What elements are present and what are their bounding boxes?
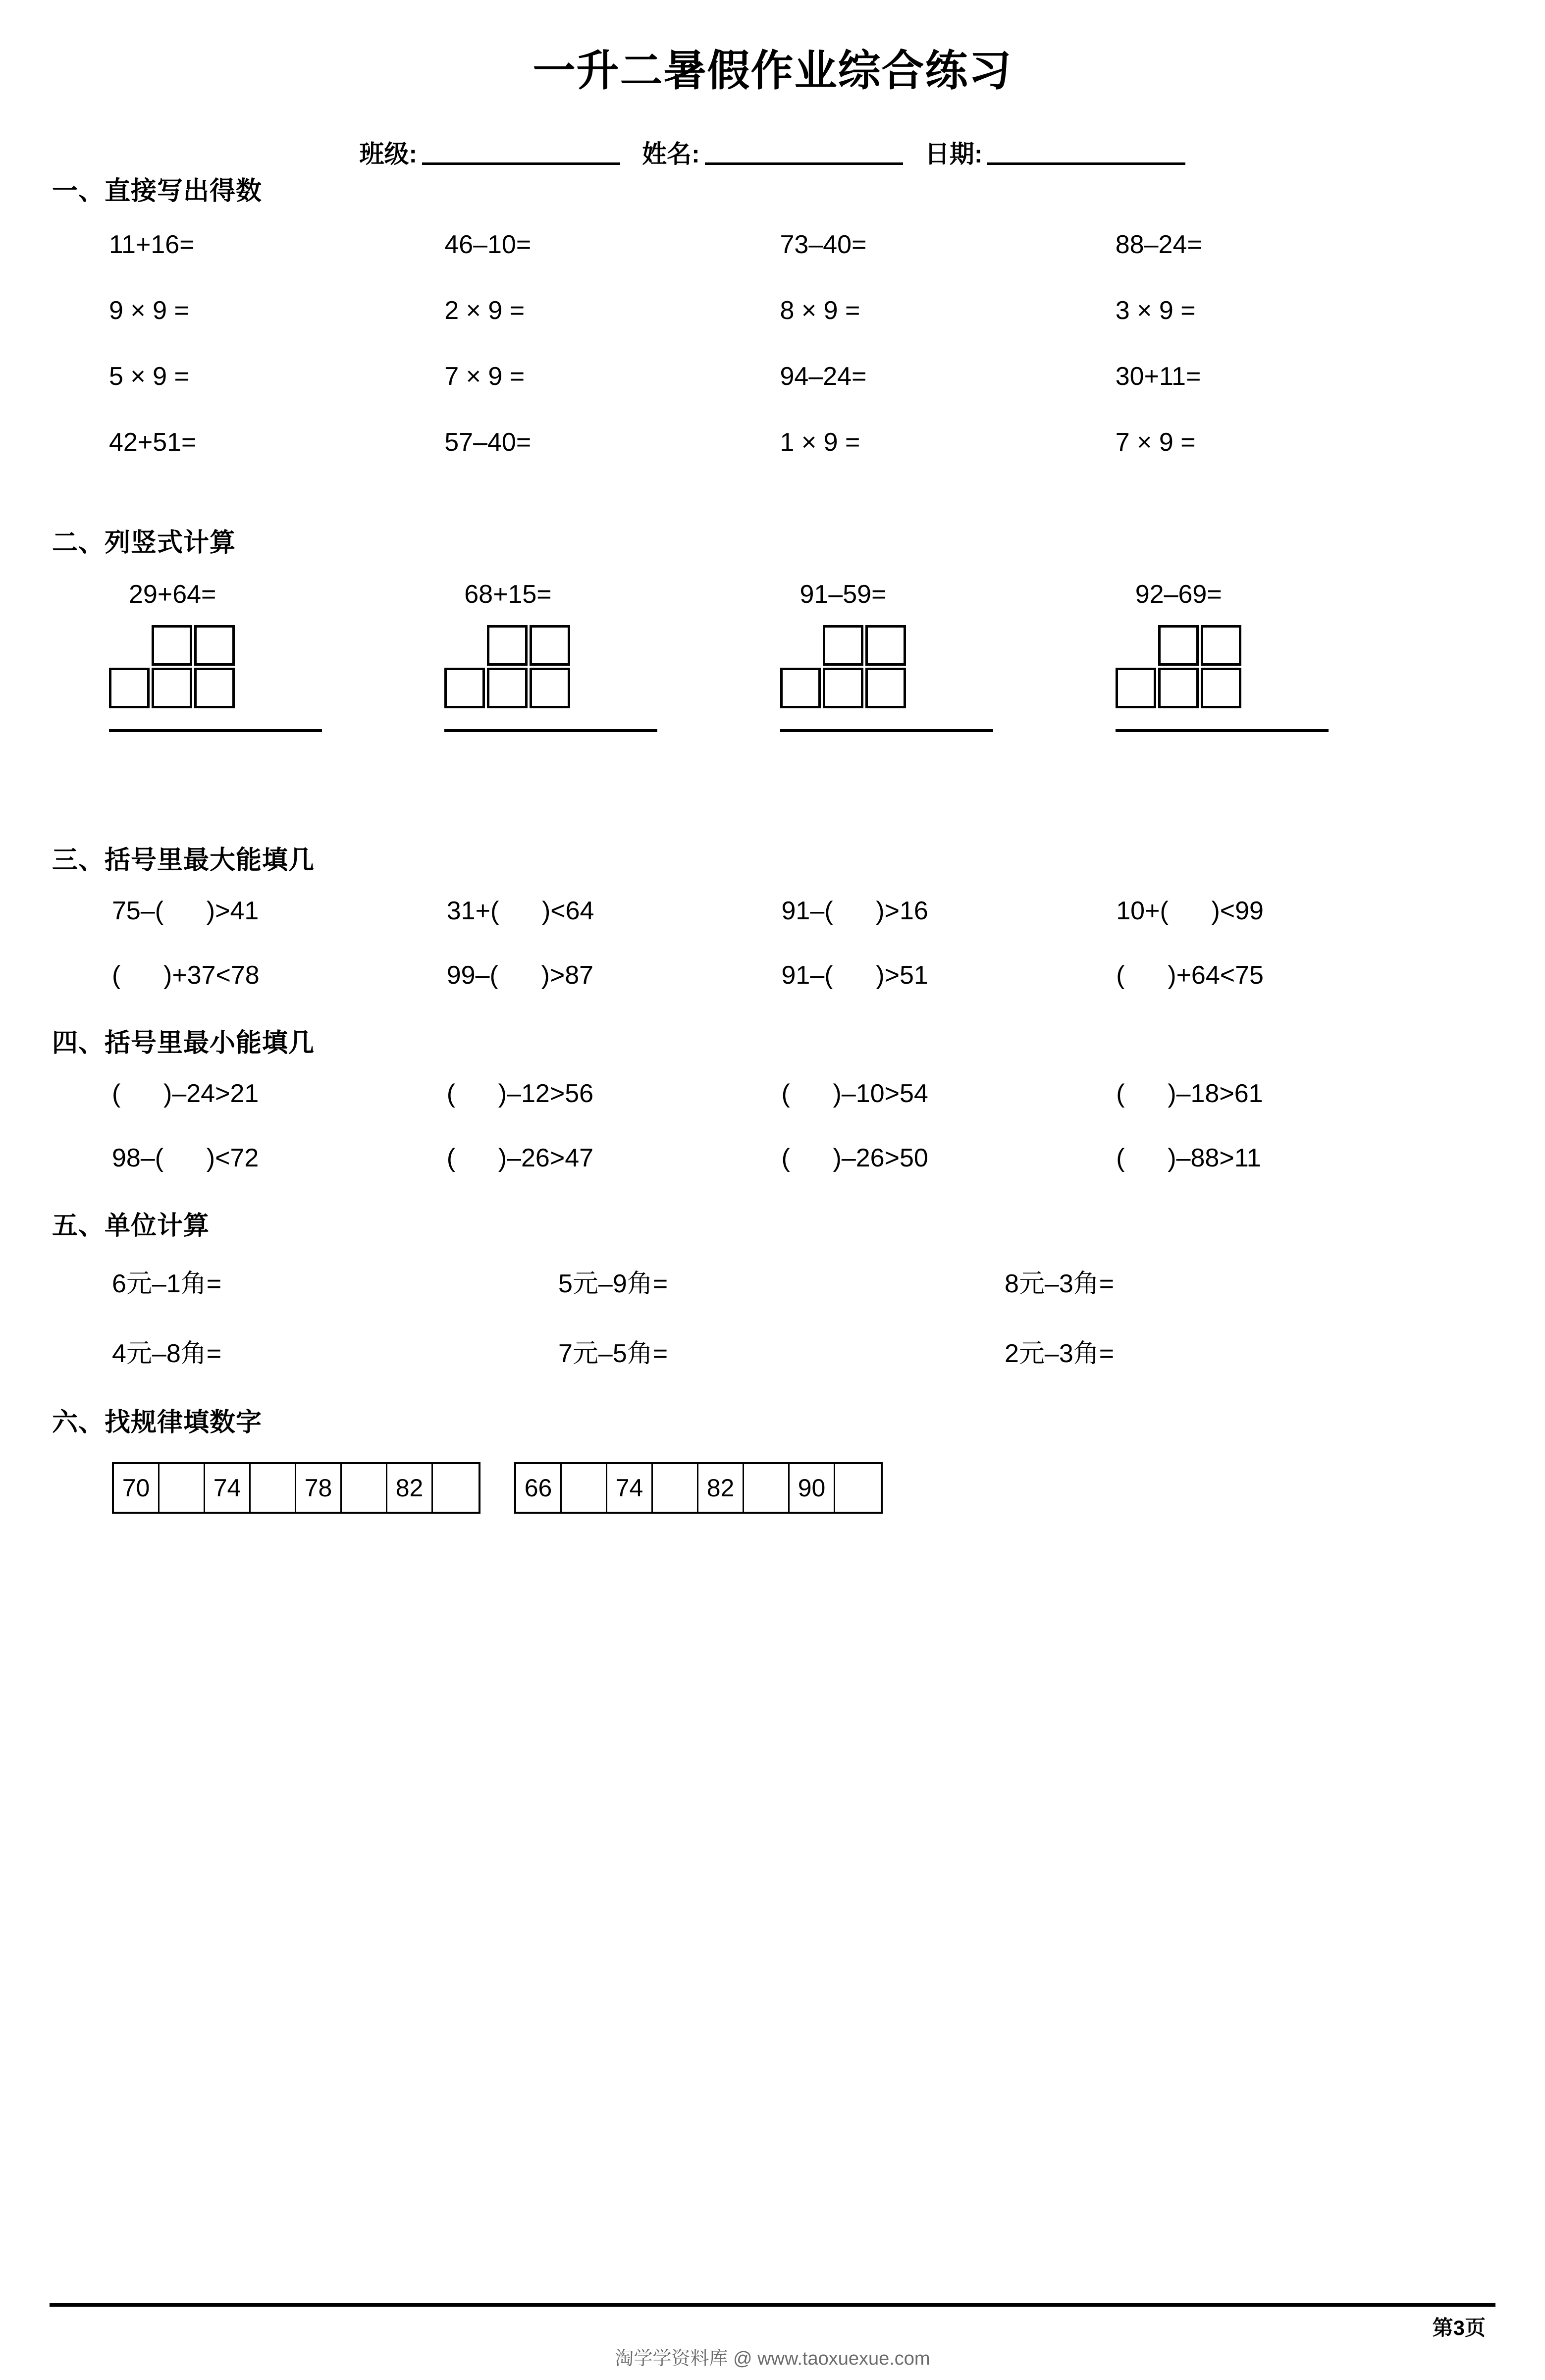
oral-item: 42+51= (109, 427, 197, 457)
bracket-item: ( )+64<75 (1116, 960, 1264, 990)
unit-item: 4元–8角= (112, 1339, 222, 1368)
box-row-bottom (444, 668, 692, 708)
name-blank-rule[interactable] (705, 162, 903, 165)
section-3-heading: 三、括号里最大能填几 (52, 846, 315, 875)
date-blank-rule[interactable] (987, 162, 1185, 165)
pattern-cell[interactable]: 78 (296, 1464, 342, 1512)
pattern-cell[interactable] (433, 1464, 479, 1512)
pattern-cell[interactable]: 82 (387, 1464, 433, 1512)
box-row-top (823, 625, 1028, 666)
box-row-bottom (109, 668, 357, 708)
oral-item: 5 × 9 = (109, 362, 189, 391)
oral-item: 73–40= (780, 230, 867, 259)
pattern-cell[interactable]: 74 (607, 1464, 653, 1512)
answer-box[interactable] (1201, 668, 1241, 708)
bracket-item: ( )–18>61 (1116, 1079, 1263, 1108)
section-1-heading: 一、直接写出得数 (52, 176, 263, 206)
bracket-item: ( )–88>11 (1116, 1143, 1261, 1172)
oral-item: 7 × 9 = (1115, 427, 1196, 457)
answer-box[interactable] (780, 668, 821, 708)
pattern-cell[interactable] (160, 1464, 205, 1512)
section-max-bracket (52, 839, 1451, 990)
vertical-answer-rule (780, 729, 993, 732)
max-bracket-row-1 (94, 896, 1451, 926)
oral-item: 8 × 9 = (780, 296, 860, 325)
pattern-cell[interactable] (562, 1464, 607, 1512)
bracket-item: 75–( )>41 (112, 896, 259, 925)
answer-box[interactable] (487, 668, 528, 708)
vertical-answer-rule (109, 729, 322, 732)
date-label: 日期: (924, 140, 983, 168)
max-bracket-row-2 (94, 960, 1451, 990)
unit-item: 2元–3角= (1005, 1339, 1115, 1368)
oral-item: 46–10= (444, 230, 532, 259)
bracket-item: 10+( )<99 (1116, 896, 1264, 925)
bracket-item: ( )–26>47 (446, 1143, 594, 1172)
box-row-top (152, 625, 357, 666)
bracket-item: ( )–24>21 (112, 1079, 259, 1108)
class-field (360, 134, 642, 170)
pattern-cell[interactable]: 90 (790, 1464, 835, 1512)
answer-box[interactable] (444, 668, 485, 708)
section-5-heading: 五、单位计算 (52, 1211, 210, 1240)
section-vertical-calculation (52, 522, 1451, 732)
answer-box[interactable] (109, 668, 150, 708)
unit-item: 5元–9角= (558, 1269, 668, 1298)
vertical-expression: 29+64= (129, 580, 216, 609)
answer-box[interactable] (1201, 625, 1241, 666)
bracket-item: ( )+37<78 (112, 960, 260, 990)
box-row-bottom (1116, 668, 1363, 708)
oral-item: 3 × 9 = (1115, 296, 1196, 325)
min-bracket-row-1 (94, 1079, 1451, 1109)
pattern-tables-wrap (94, 1462, 1451, 1514)
vertical-expression: 92–69= (1135, 580, 1222, 609)
oral-item: 2 × 9 = (444, 296, 525, 325)
oral-item: 94–24= (780, 362, 867, 391)
answer-box[interactable] (487, 625, 528, 666)
answer-box[interactable] (865, 625, 906, 666)
pattern-cell[interactable] (653, 1464, 698, 1512)
vertical-problem (444, 580, 780, 732)
oral-item: 11+16= (109, 230, 195, 259)
section-4-heading: 四、括号里最小能填几 (52, 1028, 315, 1058)
name-field (642, 134, 925, 170)
vertical-answer-boxes (1116, 625, 1363, 732)
oral-item: 7 × 9 = (444, 362, 525, 391)
unit-calculation-row-1 (94, 1263, 1451, 1300)
answer-box[interactable] (530, 625, 570, 666)
section-2-heading: 二、列竖式计算 (52, 528, 236, 557)
pattern-cell[interactable] (342, 1464, 387, 1512)
section-6-heading: 六、找规律填数字 (52, 1408, 263, 1437)
bracket-item: 99–( )>87 (446, 960, 594, 990)
answer-box[interactable] (194, 625, 235, 666)
pattern-cell[interactable]: 66 (516, 1464, 562, 1512)
answer-box[interactable] (1158, 668, 1199, 708)
pattern-cell[interactable] (251, 1464, 296, 1512)
page-number: 第3页 (1432, 2316, 1486, 2339)
vertical-answer-rule (1116, 729, 1329, 732)
answer-box[interactable] (152, 625, 192, 666)
student-info-line (94, 134, 1451, 170)
bracket-item: 31+( )<64 (446, 896, 594, 925)
oral-calculation-grid (94, 230, 1451, 457)
section-min-bracket (52, 1022, 1451, 1173)
answer-box[interactable] (823, 668, 863, 708)
box-row-bottom (780, 668, 1028, 708)
vertical-expression: 91–59= (799, 580, 887, 609)
oral-item: 57–40= (444, 427, 532, 457)
pattern-cell[interactable]: 74 (205, 1464, 251, 1512)
vertical-expression: 68+15= (464, 580, 552, 609)
vertical-answer-boxes (109, 625, 357, 732)
answer-box[interactable] (152, 668, 192, 708)
pattern-cell[interactable]: 70 (114, 1464, 160, 1512)
pattern-table-1 (112, 1462, 480, 1514)
section-number-pattern (52, 1401, 1451, 1514)
answer-box[interactable] (823, 625, 863, 666)
bracket-item: ( )–26>50 (781, 1143, 928, 1172)
unit-item: 7元–5角= (558, 1339, 668, 1368)
class-blank-rule[interactable] (422, 162, 620, 165)
answer-box[interactable] (865, 668, 906, 708)
class-label: 班级: (359, 140, 418, 168)
vertical-calculation-row (94, 580, 1451, 732)
vertical-problem (109, 580, 444, 732)
pattern-cell[interactable] (744, 1464, 790, 1512)
pattern-cell[interactable] (835, 1464, 881, 1512)
vertical-answer-rule (444, 729, 657, 732)
date-field (925, 134, 1186, 170)
oral-item: 30+11= (1115, 362, 1201, 391)
bracket-item: 91–( )>51 (781, 960, 928, 990)
box-row-top (1158, 625, 1363, 666)
vertical-problem (780, 580, 1116, 732)
oral-item: 9 × 9 = (109, 296, 189, 325)
pattern-cell[interactable]: 82 (698, 1464, 744, 1512)
watermark-text: 淘学学资料库 @ www.taoxuexue.com (615, 2348, 930, 2369)
section-oral-calculation (52, 170, 1451, 457)
bracket-item: 91–( )>16 (781, 896, 928, 925)
footer-divider (50, 2303, 1495, 2307)
oral-item: 88–24= (1115, 230, 1202, 259)
bracket-item: 98–( )<72 (112, 1143, 259, 1172)
pattern-table-2 (514, 1462, 883, 1514)
min-bracket-row-2 (94, 1143, 1451, 1173)
answer-box[interactable] (194, 668, 235, 708)
vertical-answer-boxes (444, 625, 692, 732)
unit-calculation-row-2 (94, 1332, 1451, 1370)
page-title: 一升二暑假作业综合练习 (533, 47, 1012, 95)
section-unit-calculation (52, 1205, 1451, 1370)
unit-item: 6元–1角= (112, 1269, 222, 1298)
vertical-problem (1116, 580, 1451, 732)
oral-item: 1 × 9 = (780, 427, 860, 457)
box-row-top (487, 625, 692, 666)
vertical-answer-boxes (780, 625, 1028, 732)
unit-item: 8元–3角= (1005, 1269, 1115, 1298)
answer-box[interactable] (1116, 668, 1156, 708)
answer-box[interactable] (1158, 625, 1199, 666)
bracket-item: ( )–10>54 (781, 1079, 928, 1108)
answer-box[interactable] (530, 668, 570, 708)
name-label: 姓名: (642, 140, 700, 168)
bracket-item: ( )–12>56 (446, 1079, 594, 1108)
